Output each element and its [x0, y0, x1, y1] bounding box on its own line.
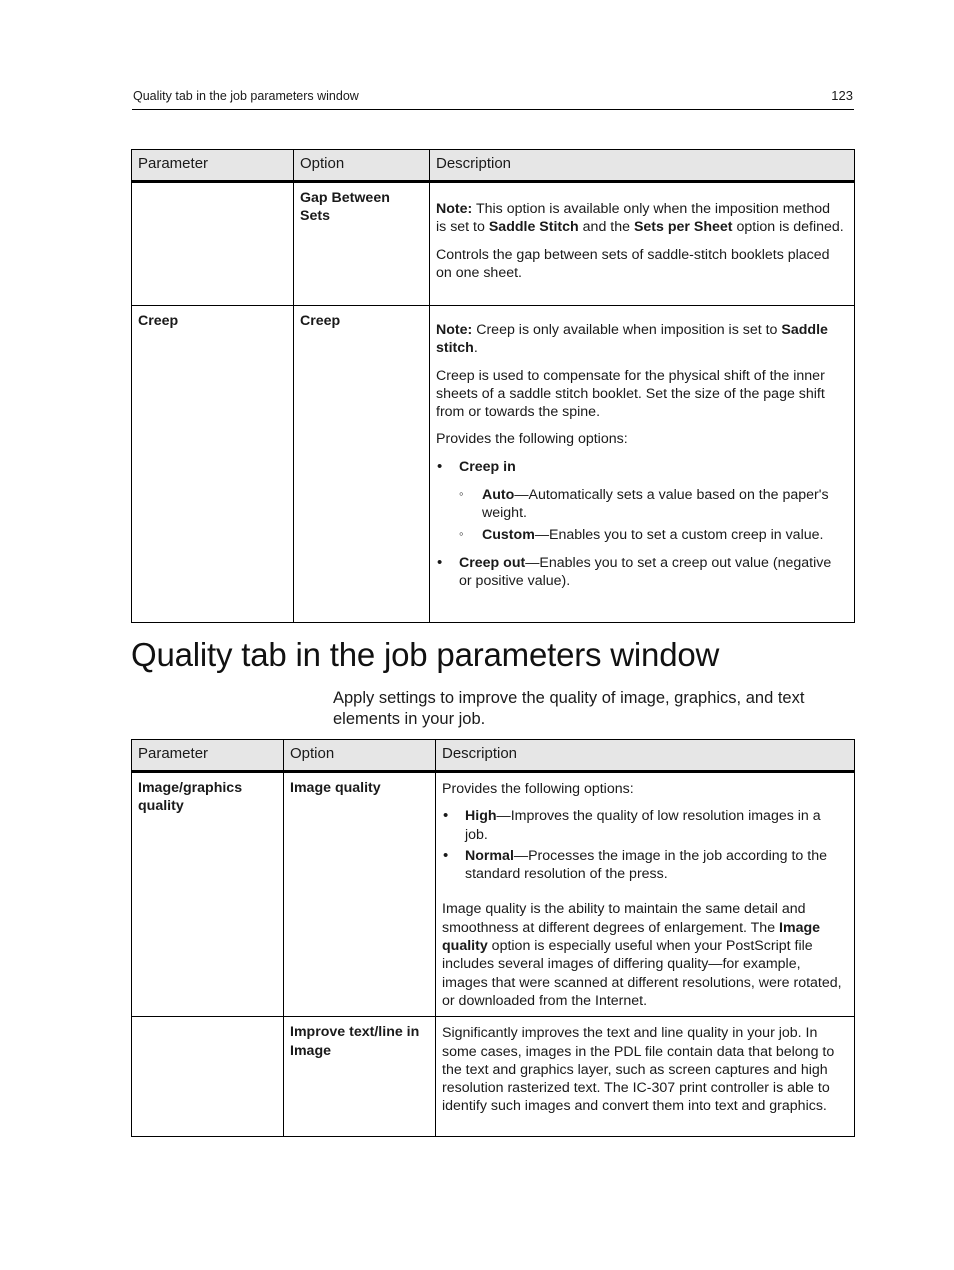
cell-description — [436, 1017, 855, 1137]
option-text: —Improves the quality of low resolution images in a job. — [465, 808, 821, 843]
section-intro: Apply settings to improve the quality of image, graphics, and text elements in your job. — [333, 689, 805, 728]
description-paragraph: Creep is used to compensate for the physical shift of the inner sheets of a saddle stitch booklet. Set the size of the page shift from or towards the spine. — [436, 367, 825, 421]
option-label-creep-in: Creep in — [459, 458, 516, 475]
note-text: and the — [578, 219, 634, 236]
note-bold-saddle-stitch: Saddle Stitch — [488, 219, 579, 236]
note-text: . — [473, 340, 478, 357]
description-paragraph: Controls the gap between sets of saddle-stitch booklets placed on one sheet. — [436, 246, 830, 281]
description-paragraph — [442, 900, 844, 1010]
option-label-creep-out: Creep out — [459, 554, 526, 571]
note-text: option is defined. — [732, 219, 844, 236]
option-label-high: High — [465, 808, 497, 825]
note-bold-saddle-stitch: Saddle stitch — [436, 322, 828, 357]
option-label-auto: Auto — [482, 487, 515, 504]
options-list — [442, 807, 844, 883]
cell-parameter-image-graphics-quality: Image/graphics quality — [132, 772, 284, 1017]
list-item — [459, 526, 844, 544]
option-label-custom: Custom — [482, 526, 535, 543]
column-header-option: Option — [294, 150, 430, 182]
option-text: —Processes the image in the job according to the standard resolution of the press. — [465, 847, 827, 883]
table-row — [132, 306, 855, 623]
options-list — [436, 458, 844, 591]
option-text: —Enables you to set a custom creep in value. — [534, 526, 824, 543]
cell-description — [430, 182, 855, 306]
cell-option-improve-text-line: Improve text/line in Image — [284, 1017, 436, 1137]
description-paragraph: Significantly improves the text and line quality in your job. In some cases, images in the PDL file contain data that belong to the text and graphics layer, such as screen captures and high resolution rasterized text. The IC-307 print controller is able to identify such images and convert them into text and graphics. — [442, 1025, 835, 1115]
option-text: —Automatically sets a value based on the paper's weight. — [482, 487, 829, 522]
column-header-option: Option — [284, 740, 436, 772]
cell-description — [430, 306, 855, 623]
table-header-row — [132, 150, 855, 182]
cell-option-gap-between-sets: Gap Between Sets — [294, 182, 430, 306]
table-row — [132, 772, 855, 1017]
column-header-parameter: Parameter — [132, 740, 284, 772]
note-text: Creep is only available when imposition is set to — [472, 322, 782, 338]
cell-parameter — [132, 182, 294, 306]
cell-description — [436, 772, 855, 1017]
section-title: Quality tab in the job parameters window — [131, 636, 720, 673]
table-header-row — [132, 740, 855, 772]
running-title: Quality tab in the job parameters window — [133, 89, 359, 103]
note-label: Note: — [436, 322, 473, 338]
option-text: —Enables you to set a creep out value (negative or positive value). — [459, 554, 832, 590]
cell-option-creep: Creep — [294, 306, 430, 623]
note-text: This option is available only when the imposition method is set to — [436, 201, 831, 236]
description-text: option is especially useful when your PostScript file includes several images of differing quality—for example, images that were scanned at different resolutions, were rotated, or downloaded from the Internet. — [442, 938, 842, 1009]
column-header-description: Description — [436, 740, 855, 772]
page-number: 123 — [831, 88, 853, 103]
description-paragraph: Provides the following options: — [436, 431, 628, 448]
list-item — [459, 486, 844, 523]
list-item — [436, 458, 844, 544]
column-header-parameter: Parameter — [132, 150, 294, 182]
note-label: Note: — [436, 201, 473, 217]
cell-parameter — [132, 1017, 284, 1137]
cell-parameter-creep: Creep — [132, 306, 294, 623]
note-bold-sets-per-sheet: Sets per Sheet — [633, 219, 733, 236]
description-bold-image-quality: Image quality — [442, 919, 821, 955]
column-header-description: Description — [430, 150, 855, 182]
note-paragraph — [436, 200, 844, 237]
cell-option-image-quality: Image quality — [284, 772, 436, 1017]
table-row — [132, 1017, 855, 1137]
page-header — [132, 88, 854, 110]
list-item — [436, 554, 844, 591]
option-label-normal: Normal — [465, 847, 514, 864]
sub-options-list — [459, 486, 844, 544]
parameters-table-imposition — [131, 149, 855, 623]
description-paragraph: Provides the following options: — [442, 781, 634, 797]
parameters-table-quality — [131, 739, 855, 1137]
list-item — [442, 847, 844, 884]
description-text: Image quality is the ability to maintain the same detail and smoothness at different degrees of enlargement. The — [442, 901, 806, 936]
note-paragraph — [436, 321, 844, 358]
table-row — [132, 182, 855, 306]
list-item — [442, 807, 844, 844]
